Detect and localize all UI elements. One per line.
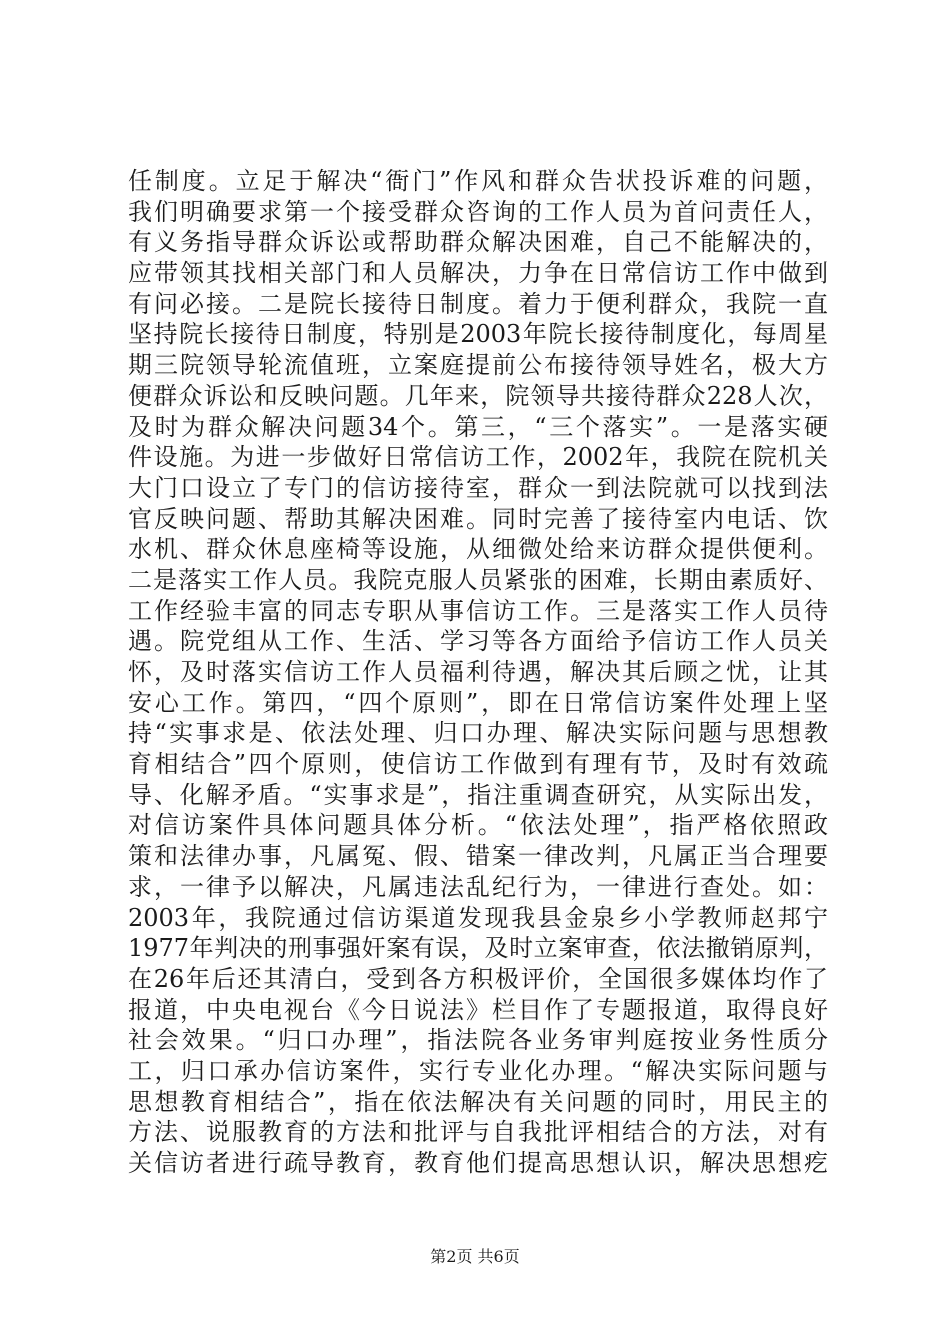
text-line: 导、化解矛盾。“实事求是”，指注重调查研究，从实际出发，	[128, 780, 828, 809]
text-line: 2003年，我院通过信访渠道发现我县金泉乡小学教师赵邦宁	[128, 903, 828, 932]
text-line: 期三院领导轮流值班，立案庭提前公布接待领导姓名，极大方	[128, 351, 828, 380]
text-line: 官反映问题、帮助其解决困难。同时完善了接待室内电话、饮	[128, 504, 828, 533]
text-line: 我们明确要求第一个接受群众咨询的工作人员为首问责任人，	[128, 197, 828, 226]
text-line: 策和法律办事，凡属冤、假、错案一律改判，凡属正当合理要	[128, 842, 828, 871]
text-line: 有问必接。二是院长接待日制度。着力于便利群众，我院一直	[128, 289, 828, 318]
text-line: 及时为群众解决问题34个。第三，“三个落实”。一是落实硬	[128, 412, 828, 441]
page-number-footer: 第2页 共6页	[430, 1247, 520, 1266]
text-line: 便群众诉讼和反映问题。几年来，院领导共接待群众228人次，	[128, 381, 828, 410]
text-line: 怀，及时落实信访工作人员福利待遇，解决其后顾之忧，让其	[128, 658, 828, 686]
text-line: 求，一律予以解决，凡属违法乱纪行为，一律进行查处。如：	[128, 872, 828, 901]
text-line: 报道，中央电视台《今日说法》栏目作了专题报道，取得良好	[128, 995, 828, 1024]
text-line: 件设施。为进一步做好日常信访工作，2002年，我院在院机关	[128, 443, 828, 472]
text-line: 水机、群众休息座椅等设施，从细微处给来访群众提供便利。	[128, 535, 828, 564]
text-line: 遇。院党组从工作、生活、学习等各方面给予信访工作人员关	[128, 627, 828, 656]
body-text	[128, 166, 828, 1179]
text-line: 坚持院长接待日制度，特别是2003年院长接待制度化，每周星	[128, 320, 828, 349]
text-line: 工作经验丰富的同志专职从事信访工作。三是落实工作人员待	[128, 596, 828, 625]
text-line: 有义务指导群众诉讼或帮助群众解决困难，自己不能解决的，	[128, 228, 828, 257]
text-line: 大门口设立了专门的信访接待室，群众一到法院就可以找到法	[128, 473, 828, 502]
text-line: 1977年判决的刑事强奸案有误，及时立案审查，依法撤销原判，	[128, 934, 828, 963]
text-line: 育相结合”四个原则，使信访工作做到有理有节，及时有效疏	[128, 750, 828, 779]
text-line: 持“实事求是、依法处理、归口办理、解决实际问题与思想教	[128, 719, 828, 748]
text-line: 方法、说服教育的方法和批评与自我批评相结合的方法，对有	[128, 1118, 828, 1147]
text-line: 安心工作。第四，“四个原则”，即在日常信访案件处理上坚	[128, 688, 828, 717]
text-line: 在26年后还其清白，受到各方积极评价，全国很多媒体均作了	[128, 964, 828, 993]
text-line: 工，归口承办信访案件，实行专业化办理。“解决实际问题与	[128, 1056, 828, 1085]
text-line: 思想教育相结合”，指在依法解决有关问题的同时，用民主的	[128, 1087, 828, 1116]
text-line: 应带领其找相关部门和人员解决，力争在日常信访工作中做到	[128, 259, 828, 288]
text-line: 任制度。立足于解决“衙门”作风和群众告状投诉难的问题，	[128, 167, 828, 195]
text-line: 关信访者进行疏导教育，教育他们提高思想认识，解决思想疙	[128, 1149, 828, 1177]
text-line: 对信访案件具体问题具体分析。“依法处理”，指严格依照政	[128, 811, 828, 840]
text-line: 社会效果。“归口办理”，指法院各业务审判庭按业务性质分	[128, 1026, 828, 1055]
text-line: 二是落实工作人员。我院克服人员紧张的困难，长期由素质好、	[128, 565, 828, 594]
